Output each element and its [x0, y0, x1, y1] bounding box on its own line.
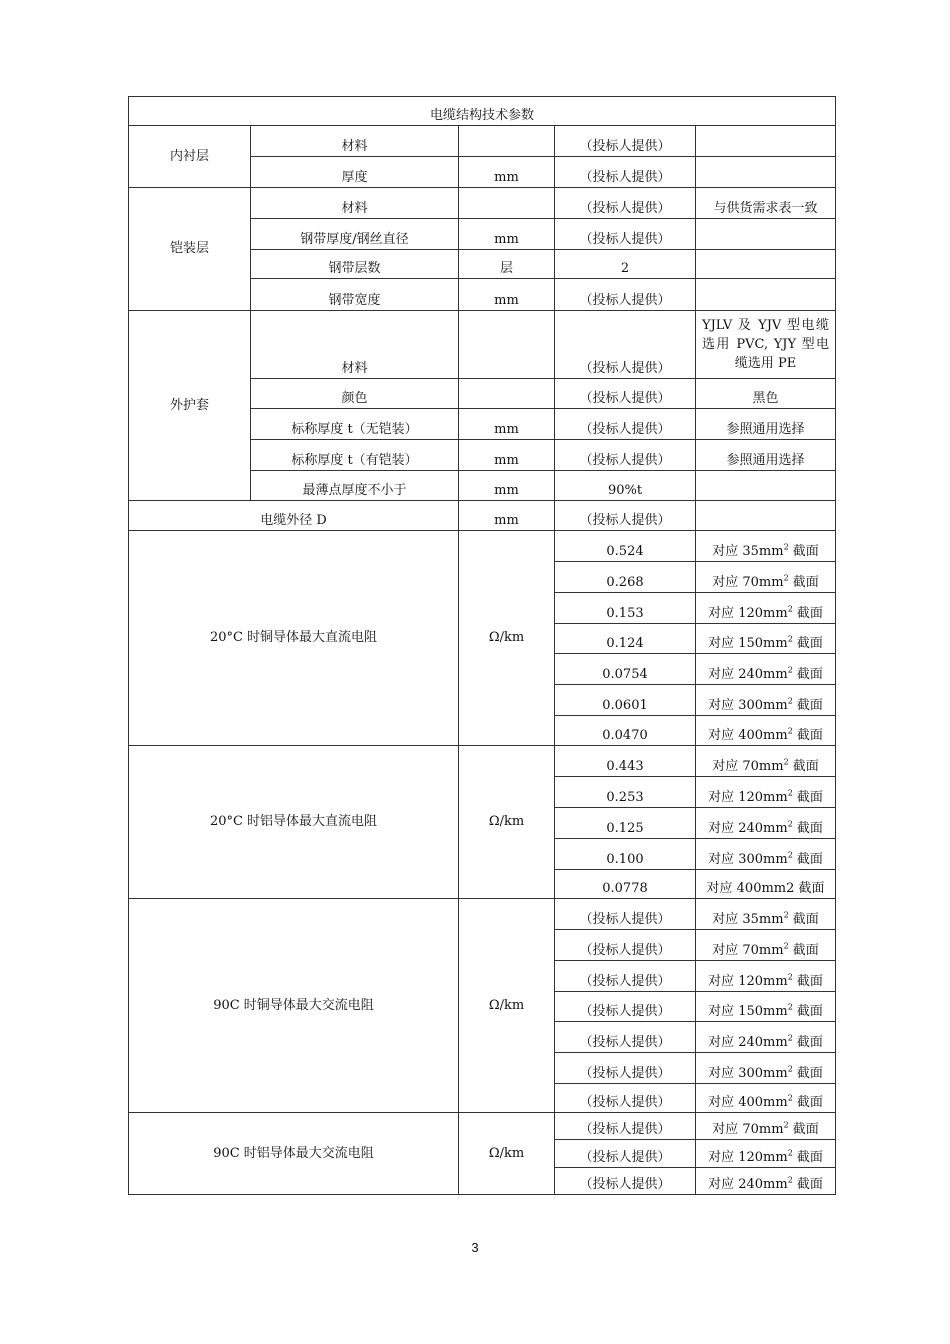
note-cell: [696, 1053, 836, 1084]
table-row: [129, 746, 836, 777]
note-cell: [696, 593, 836, 624]
value-cell: 0.124: [555, 624, 696, 654]
value-cell: （投标人提供）: [555, 1140, 696, 1168]
note-cell: [696, 870, 836, 899]
note-cell: [696, 531, 836, 562]
note-cell: [696, 746, 836, 777]
value-cell: 0.0470: [555, 716, 696, 746]
value-cell: （投标人提供）: [555, 992, 696, 1022]
table-row: [129, 126, 836, 157]
note-cell: [696, 839, 836, 870]
note-suffix: 截面: [792, 1150, 823, 1165]
note-superscript: 2: [787, 696, 793, 706]
value-cell: 0.125: [555, 808, 696, 839]
note-cell: [696, 808, 836, 839]
note-superscript: 2: [783, 941, 789, 951]
note-cell: [696, 992, 836, 1022]
unit-cell: mm: [459, 157, 555, 188]
note-text: 对应 300mm: [708, 698, 788, 713]
note-text: 对应 70mm: [712, 759, 784, 774]
note-suffix: 截面: [792, 636, 823, 651]
note-cell: [696, 899, 836, 930]
note-superscript: 2: [783, 542, 789, 552]
note-text: 对应 240mm: [708, 1177, 788, 1192]
value-cell: （投标人提供）: [555, 930, 696, 961]
unit-cell: 层: [459, 250, 555, 279]
note-suffix: 截面: [792, 698, 823, 713]
note-text: 对应 35mm: [712, 544, 784, 559]
unit-cell: mm: [459, 219, 555, 250]
note-suffix: 截面: [788, 544, 819, 559]
note-cell: [696, 157, 836, 188]
note-text: 对应 120mm: [708, 1150, 788, 1165]
resistance-label: 90C 时铜导体最大交流电阻: [129, 899, 459, 1113]
value-cell: （投标人提供）: [555, 1168, 696, 1195]
resistance-label: 20°C 时铝导体最大直流电阻: [129, 746, 459, 899]
value-cell: 90%t: [555, 471, 696, 501]
note-text: 对应 70mm: [712, 943, 784, 958]
note-suffix: 截面: [792, 974, 823, 989]
note-suffix: 截面: [792, 821, 823, 836]
note-text: 对应 120mm: [708, 790, 788, 805]
value-cell: 0.268: [555, 562, 696, 593]
note-cell: [696, 1113, 836, 1140]
note-cell: YJLV 及 YJV 型电缆选用 PVC, YJY 型电缆选用 PE: [696, 311, 836, 379]
note-cell: [696, 961, 836, 992]
item-cell: 钢带层数: [251, 250, 459, 279]
value-cell: （投标人提供）: [555, 219, 696, 250]
value-cell: （投标人提供）: [555, 409, 696, 440]
note-text: 对应 400mm: [708, 728, 788, 743]
note-superscript: 2: [783, 573, 789, 583]
unit-cell: mm: [459, 440, 555, 471]
item-cell: 最薄点厚度不小于: [251, 471, 459, 501]
item-cell: 钢带厚度/钢丝直径: [251, 219, 459, 250]
note-superscript: 2: [787, 634, 793, 644]
note-cell: [696, 279, 836, 311]
note-text: 对应 120mm: [708, 606, 788, 621]
value-cell: 0.443: [555, 746, 696, 777]
note-superscript: 2: [787, 1002, 793, 1012]
note-text: 对应 300mm: [708, 852, 788, 867]
value-cell: 0.0601: [555, 685, 696, 716]
table-row: [129, 531, 836, 562]
note-suffix: 截面: [788, 1122, 819, 1137]
group-label: 内衬层: [129, 126, 251, 188]
table-title: 电缆结构技术参数: [129, 97, 836, 126]
note-cell: [696, 471, 836, 501]
value-cell: （投标人提供）: [555, 379, 696, 409]
note-superscript: 2: [787, 665, 793, 675]
note-superscript: 2: [787, 972, 793, 982]
note-text: 对应 400mm2 截面: [706, 881, 825, 896]
resistance-label: 20°C 时铜导体最大直流电阻: [129, 531, 459, 746]
note-cell: [696, 1084, 836, 1113]
unit-cell: mm: [459, 471, 555, 501]
item-cell: 标称厚度 t（有铠装）: [251, 440, 459, 471]
item-cell: 厚度: [251, 157, 459, 188]
value-cell: 0.100: [555, 839, 696, 870]
value-cell: 0.0754: [555, 654, 696, 685]
note-cell: [696, 219, 836, 250]
note-suffix: 截面: [788, 575, 819, 590]
note-suffix: 截面: [792, 606, 823, 621]
value-cell: （投标人提供）: [555, 440, 696, 471]
note-suffix: 截面: [792, 790, 823, 805]
note-cell: [696, 250, 836, 279]
item-cell: 材料: [251, 188, 459, 219]
value-cell: （投标人提供）: [555, 188, 696, 219]
note-cell: 参照通用选择: [696, 409, 836, 440]
note-cell: 参照通用选择: [696, 440, 836, 471]
value-cell: （投标人提供）: [555, 1084, 696, 1113]
note-superscript: 2: [787, 726, 793, 736]
value-cell: （投标人提供）: [555, 1113, 696, 1140]
note-text: 对应 240mm: [708, 1035, 788, 1050]
note-cell: [696, 654, 836, 685]
note-suffix: 截面: [788, 759, 819, 774]
note-suffix: 截面: [792, 728, 823, 743]
unit-cell: Ω/km: [459, 531, 555, 746]
unit-cell: [459, 379, 555, 409]
note-cell: 与供货需求表一致: [696, 188, 836, 219]
unit-cell: [459, 126, 555, 157]
unit-cell: Ω/km: [459, 746, 555, 899]
note-text: 对应 70mm: [712, 1122, 784, 1137]
note-superscript: 2: [783, 1120, 789, 1130]
value-cell: （投标人提供）: [555, 311, 696, 379]
value-cell: （投标人提供）: [555, 126, 696, 157]
group-label: 铠装层: [129, 188, 251, 311]
value-cell: （投标人提供）: [555, 961, 696, 992]
unit-cell: Ω/km: [459, 899, 555, 1113]
value-cell: （投标人提供）: [555, 501, 696, 531]
note-suffix: 截面: [788, 943, 819, 958]
table-row: [129, 188, 836, 219]
item-cell: 钢带宽度: [251, 279, 459, 311]
unit-cell: Ω/km: [459, 1113, 555, 1195]
item-cell: 材料: [251, 311, 459, 379]
note-suffix: 截面: [792, 1177, 823, 1192]
group-label: 外护套: [129, 311, 251, 501]
unit-cell: [459, 311, 555, 379]
note-superscript: 2: [787, 604, 793, 614]
note-cell: [696, 716, 836, 746]
item-cell: 颜色: [251, 379, 459, 409]
item-cell: 材料: [251, 126, 459, 157]
value-cell: 0.524: [555, 531, 696, 562]
note-superscript: 2: [787, 1033, 793, 1043]
note-text: 对应 150mm: [708, 636, 788, 651]
note-suffix: 截面: [792, 1066, 823, 1081]
value-cell: （投标人提供）: [555, 899, 696, 930]
note-superscript: 2: [787, 819, 793, 829]
note-cell: [696, 501, 836, 531]
note-suffix: 截面: [792, 1095, 823, 1110]
note-superscript: 2: [787, 1093, 793, 1103]
page-number: 3: [471, 1240, 479, 1255]
note-cell: [696, 930, 836, 961]
note-text: 对应 400mm: [708, 1095, 788, 1110]
note-suffix: 截面: [792, 1004, 823, 1019]
table-row: [129, 1113, 836, 1140]
unit-cell: mm: [459, 409, 555, 440]
note-text: 对应 35mm: [712, 912, 784, 927]
unit-cell: mm: [459, 501, 555, 531]
note-suffix: 截面: [788, 912, 819, 927]
note-superscript: 2: [787, 1175, 793, 1185]
value-cell: 2: [555, 250, 696, 279]
note-suffix: 截面: [792, 852, 823, 867]
note-cell: [696, 562, 836, 593]
note-text: 对应 150mm: [708, 1004, 788, 1019]
note-cell: [696, 1022, 836, 1053]
note-text: 对应 300mm: [708, 1066, 788, 1081]
table-row: [129, 501, 836, 531]
value-cell: （投标人提供）: [555, 157, 696, 188]
note-cell: [696, 1140, 836, 1168]
note-text: 对应 120mm: [708, 974, 788, 989]
note-cell: [696, 685, 836, 716]
note-text: 对应 70mm: [712, 575, 784, 590]
note-cell: [696, 1168, 836, 1195]
note-cell: [696, 624, 836, 654]
item-cell: 电缆外径 D: [129, 501, 459, 531]
note-cell: 黑色: [696, 379, 836, 409]
unit-cell: mm: [459, 279, 555, 311]
note-superscript: 2: [783, 910, 789, 920]
value-cell: （投标人提供）: [555, 1022, 696, 1053]
value-cell: （投标人提供）: [555, 1053, 696, 1084]
note-text: 对应 240mm: [708, 667, 788, 682]
note-superscript: 2: [787, 850, 793, 860]
note-suffix: 截面: [792, 1035, 823, 1050]
value-cell: 0.253: [555, 777, 696, 808]
note-cell: [696, 126, 836, 157]
cable-structure-table: [128, 96, 836, 1195]
value-cell: 0.153: [555, 593, 696, 624]
resistance-label: 90C 时铝导体最大交流电阻: [129, 1113, 459, 1195]
value-cell: （投标人提供）: [555, 279, 696, 311]
note-suffix: 截面: [792, 667, 823, 682]
note-superscript: 2: [787, 788, 793, 798]
note-text: 对应 240mm: [708, 821, 788, 836]
value-cell: 0.0778: [555, 870, 696, 899]
note-superscript: 2: [783, 757, 789, 767]
table-row: [129, 899, 836, 930]
note-cell: [696, 777, 836, 808]
note-superscript: 2: [787, 1148, 793, 1158]
note-superscript: 2: [787, 1064, 793, 1074]
item-cell: 标称厚度 t（无铠装）: [251, 409, 459, 440]
table-row: [129, 311, 836, 379]
unit-cell: [459, 188, 555, 219]
